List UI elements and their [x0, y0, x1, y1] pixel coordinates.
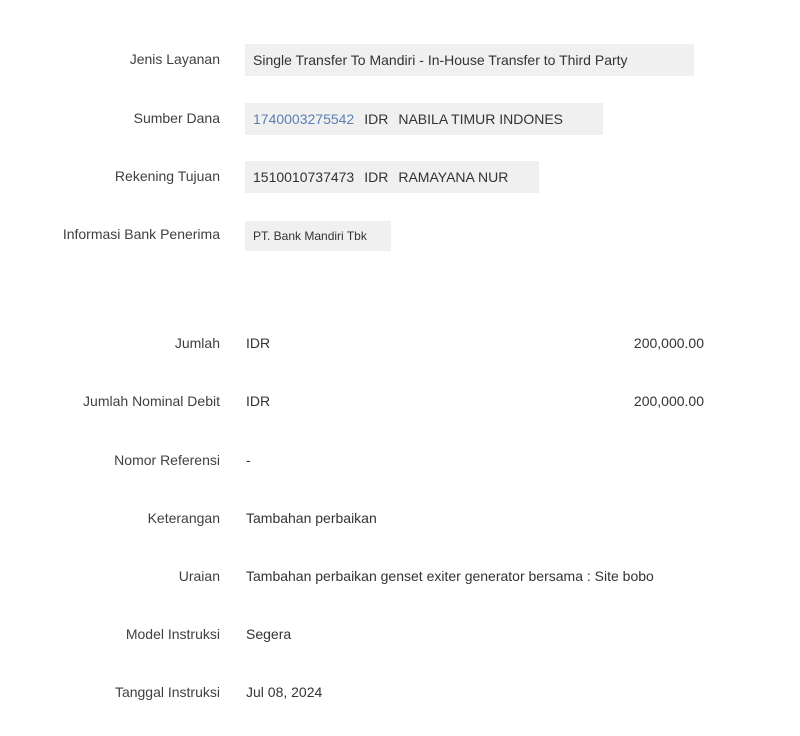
rekening-tujuan-label: Rekening Tujuan — [114, 168, 220, 184]
model-instruksi-value: Segera — [246, 626, 292, 642]
rekening-tujuan-currency: IDR — [364, 169, 389, 185]
sumber-dana-label: Sumber Dana — [133, 110, 220, 126]
jumlah-amount: 200,000.00 — [633, 335, 704, 351]
tanggal-instruksi-label: Tanggal Instruksi — [114, 684, 220, 700]
rekening-tujuan-chip — [245, 161, 539, 193]
jumlah-nominal-debit-label: Jumlah Nominal Debit — [83, 393, 220, 409]
sumber-dana-account-link[interactable]: 1740003275542 — [253, 111, 355, 127]
row-jenis-layanan — [0, 42, 800, 78]
row-model-instruksi — [0, 617, 800, 653]
jumlah-nominal-debit-amount: 200,000.00 — [633, 393, 704, 409]
row-nomor-referensi — [0, 443, 800, 479]
uraian-label: Uraian — [178, 568, 220, 584]
row-tanggal-instruksi — [0, 675, 800, 711]
jumlah-label: Jumlah — [174, 335, 220, 351]
row-jumlah-nominal-debit — [0, 384, 800, 420]
rekening-tujuan-name: RAMAYANA NUR — [398, 169, 509, 185]
jenis-layanan-label: Jenis Layanan — [129, 51, 220, 67]
row-uraian — [0, 559, 800, 595]
informasi-bank-value: PT. Bank Mandiri Tbk — [245, 221, 391, 251]
uraian-value: Tambahan perbaikan genset exiter generator bersama : Site bobo — [246, 568, 654, 584]
nomor-referensi-value: - — [246, 452, 251, 468]
sumber-dana-name: NABILA TIMUR INDONES — [398, 111, 564, 127]
jumlah-currency: IDR — [246, 335, 271, 351]
tanggal-instruksi-value: Jul 08, 2024 — [246, 684, 323, 700]
jumlah-nominal-debit-currency: IDR — [246, 393, 271, 409]
informasi-bank-label: Informasi Bank Penerima — [62, 226, 220, 242]
row-sumber-dana — [0, 101, 800, 137]
jenis-layanan-value: Single Transfer To Mandiri - In-House Transfer to Third Party — [245, 44, 694, 76]
row-jumlah — [0, 326, 800, 362]
row-informasi-bank — [0, 217, 800, 253]
sumber-dana-chip — [245, 103, 603, 135]
nomor-referensi-label: Nomor Referensi — [114, 452, 220, 468]
row-keterangan — [0, 501, 800, 537]
sumber-dana-currency: IDR — [364, 111, 389, 127]
rekening-tujuan-account: 1510010737473 — [253, 169, 355, 185]
row-rekening-tujuan — [0, 159, 800, 195]
keterangan-label: Keterangan — [147, 510, 220, 526]
keterangan-value: Tambahan perbaikan — [246, 510, 377, 526]
model-instruksi-label: Model Instruksi — [125, 626, 220, 642]
